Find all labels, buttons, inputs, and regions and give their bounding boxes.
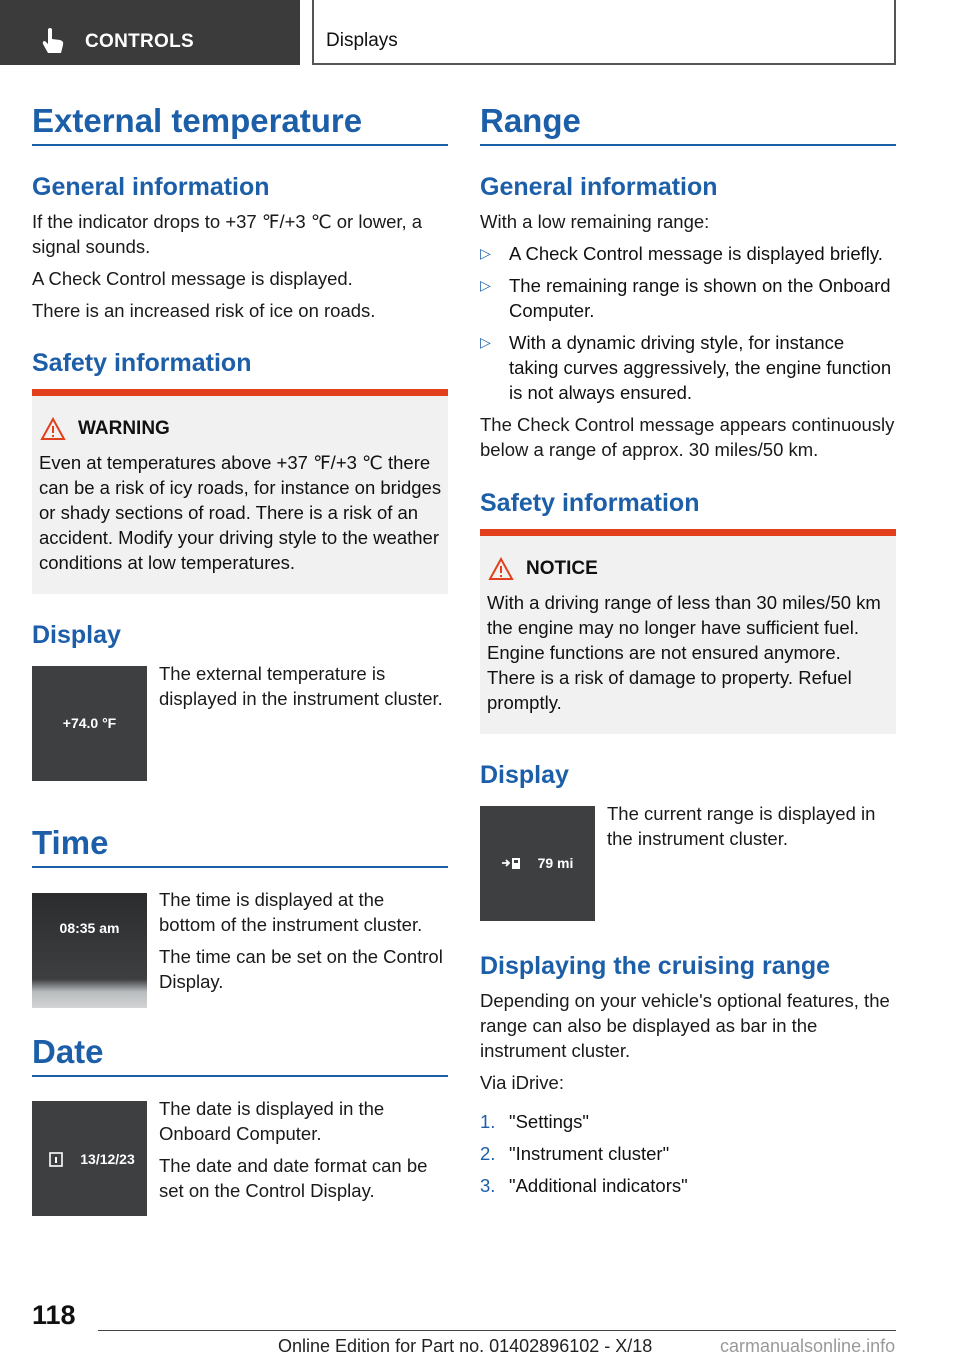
warning-text: Even at temperatures above +37 ℉/+3 ℃ there can be a risk of icy roads, for instance on bridges or shady sections of road. There is a risk of an accident. Modify your driving style to the weather conditions at low temperatures. [39, 452, 442, 573]
external-temperature-image [32, 666, 147, 781]
range-after-bullets: The Check Control message appears continuously below a range of approx. 30 miles/50 km. [480, 414, 895, 460]
range-intro: With a low remaining range: [480, 211, 710, 232]
range-heading: Range [480, 101, 896, 146]
bullet-text: The remaining range is shown on the Onboard Computer. [509, 275, 891, 321]
bullet-triangle-icon: ▷ [480, 277, 491, 293]
time-p2: The time can be set on the Control Display. [159, 946, 443, 992]
header-chapter [312, 0, 896, 65]
edition-text: Online Edition for Part no. 01402896102 - X/18 [278, 1336, 653, 1356]
range-display-heading: Display [480, 761, 569, 789]
date-p2: The date and date format can be set on the Control Display. [159, 1155, 428, 1201]
range-safety-heading: Safety information [480, 489, 700, 517]
ext-safety-heading: Safety information [32, 349, 252, 377]
step-number: 3. [480, 1175, 496, 1196]
bullet-text: A Check Control message is displayed briefly. [509, 243, 883, 264]
header-section-title: CONTROLS [85, 31, 195, 52]
warning-box [32, 389, 448, 594]
page-number: 118 [32, 1300, 76, 1330]
date-image [32, 1101, 147, 1216]
range-general-heading: General information [480, 173, 718, 201]
ext-general-p2: A Check Control message is displayed. [32, 268, 353, 289]
cruising-p2: Via iDrive: [480, 1072, 564, 1093]
step-text: "Additional indicators" [509, 1175, 688, 1196]
range-image [480, 806, 595, 921]
footer-divider [98, 1330, 896, 1331]
warning-triangle-icon [40, 417, 66, 441]
hand-pointer-icon [40, 27, 66, 55]
notice-box [480, 529, 896, 734]
step-text: "Instrument cluster" [509, 1143, 670, 1164]
notice-text: With a driving range of less than 30 miles/50 km the engine may no longer have sufficient fuel. Engine functions are not ensured anymore. There is a risk of damage to property. Refuel promptly. [487, 592, 881, 713]
bullet-triangle-icon: ▷ [480, 334, 491, 350]
cruising-heading: Displaying the cruising range [480, 952, 831, 980]
ext-display-heading: Display [32, 621, 121, 649]
range-readout: 79 mi [537, 855, 574, 871]
step-number: 1. [480, 1111, 496, 1132]
time-image [32, 893, 147, 1008]
cruising-p1: Depending on your vehicle's optional features, the range can also be displayed as bar in the instrument cluster. [480, 990, 890, 1061]
time-readout: 08:35 am [59, 920, 120, 936]
time-p1: The time is displayed at the bottom of the instrument cluster. [159, 889, 423, 935]
notice-label: NOTICE [526, 558, 598, 579]
ext-general-p1: If the indicator drops to +37 ℉/+3 ℃ or lower, a signal sounds. [32, 211, 423, 257]
date-readout: 13/12/23 [80, 1151, 135, 1167]
header-section-tab [0, 0, 300, 65]
step-text: "Settings" [509, 1111, 589, 1132]
header-chapter-title: Displays [326, 30, 398, 51]
watermark-text: carmanualsonline.info [720, 1336, 896, 1356]
warning-label: WARNING [78, 418, 170, 439]
external-temperature-heading: External temperature [32, 101, 448, 146]
date-heading: Date [32, 1032, 448, 1077]
ext-general-p3: There is an increased risk of ice on roads. [32, 300, 376, 321]
range-display-text: The current range is displayed in the instrument cluster. [607, 803, 876, 849]
bullet-triangle-icon: ▷ [480, 245, 491, 261]
bullet-text: With a dynamic driving style, for instance taking curves aggressively, the engine function is not always ensured. [509, 332, 892, 403]
date-p1: The date is displayed in the Onboard Computer. [159, 1098, 385, 1144]
step-number: 2. [480, 1143, 496, 1164]
ext-display-text: The external temperature is displayed in the instrument cluster. [159, 663, 443, 709]
time-heading: Time [32, 823, 448, 868]
external-temperature-readout: +74.0 °F [62, 715, 117, 731]
ext-general-heading: General information [32, 173, 270, 201]
notice-triangle-icon [488, 557, 514, 581]
